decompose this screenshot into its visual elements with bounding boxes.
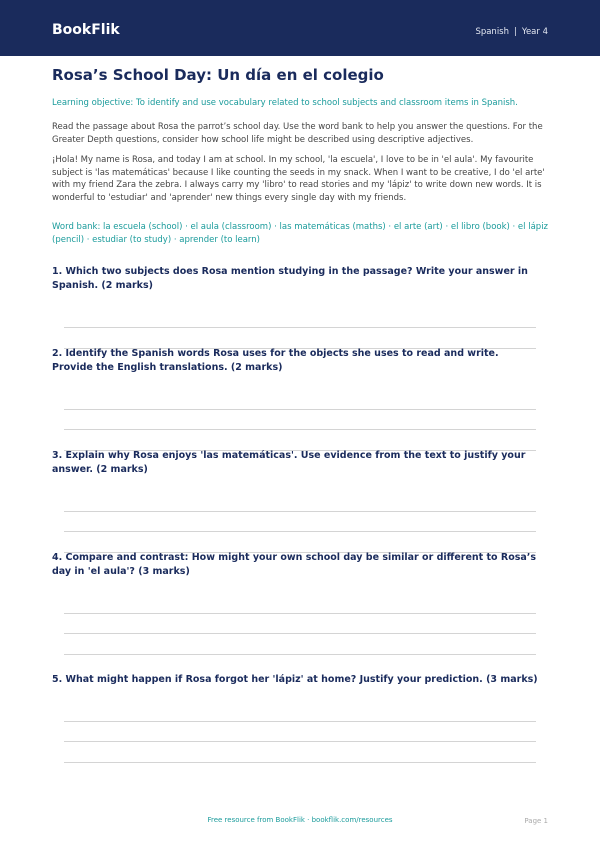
learning-objective: Learning objective: To identify and use vocabulary related to school subjects and classroom items in Spanish. — [52, 98, 518, 108]
reading-passage: ¡Hola! My name is Rosa, and today I am at school. In my school, 'la escuela', I love to be in 'el aula'. My favourite subject is 'las matemáticas' because I like counting the seeds in my snack. When I want to be creative, I do 'el arte' with my friend Zara the zebra. I always carry my 'libro' to read stories and my 'lápiz' to write down new words. It is wonderful to 'estudiar' and 'aprender' new things every single day with my friends. — [52, 155, 545, 203]
question-1: 1. Which two subjects does Rosa mention studying in the passage? Write your answer in Spanish. (2 marks) — [52, 266, 528, 291]
page-number: Page 1 — [524, 817, 548, 825]
footer-credit: Free resource from BookFlik · bookflik.com/resources — [207, 816, 393, 824]
answer-line-2b[interactable] — [64, 429, 536, 430]
answer-line-4b[interactable] — [64, 633, 536, 634]
answer-line-5c[interactable] — [64, 762, 536, 763]
answer-line-1a[interactable] — [64, 327, 536, 328]
brand-logo-text: BookFlik — [52, 22, 120, 38]
year-label: Year 4 — [521, 27, 548, 37]
answer-line-2a[interactable] — [64, 409, 536, 410]
answer-line-4c[interactable] — [64, 654, 536, 655]
instructions-paragraph: Read the passage about Rosa the parrot’s school day. Use the word bank to help you answer the questions. For the Greater Depth questions, consider how school life might be described using descriptive adjectives. — [52, 122, 543, 145]
word-bank: Word bank: la escuela (school) · el aula (classroom) · las matemáticas (maths) · el arte (art) · el libro (book) · el lápiz (pencil) · estudiar (to study) · aprender (to learn) — [52, 222, 549, 245]
answer-line-4a[interactable] — [64, 613, 536, 614]
answer-line-3b[interactable] — [64, 531, 536, 532]
question-5: 5. What might happen if Rosa forgot her 'lápiz' at home? Justify your prediction. (3 marks) — [52, 674, 538, 685]
question-4: 4. Compare and contrast: How might your own school day be similar or different to Rosa’s day in 'el aula'? (3 marks) — [52, 552, 537, 577]
answer-line-5b[interactable] — [64, 741, 536, 742]
worksheet-title: Rosa’s School Day: Un día en el colegio — [52, 66, 384, 84]
answer-line-3a[interactable] — [64, 511, 536, 512]
page-header — [0, 0, 600, 56]
subject-label: Spanish — [475, 27, 510, 37]
question-2: 2. Identify the Spanish words Rosa uses for the objects she uses to read and write. Provide the English translations. (2 marks) — [52, 348, 499, 373]
question-3: 3. Explain why Rosa enjoys 'las matemáticas'. Use evidence from the text to justify your answer. (2 marks) — [52, 450, 526, 475]
subject-year-label — [475, 27, 548, 37]
answer-line-5a[interactable] — [64, 721, 536, 722]
header-separator: | — [514, 27, 517, 37]
